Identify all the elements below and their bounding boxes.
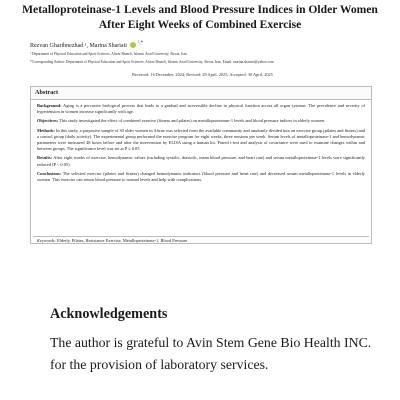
- conclusions-label: Conclusions:: [37, 170, 62, 176]
- corresponding-author: *Corresponding Author: Department of Physical Education and Sport Sciences, Ahvaz Branch, Islamic Azad University, Ahvaz, Iran. Email: marina.shariati@yahoo.com: [30, 59, 274, 64]
- abstract-heading: Abstract: [31, 87, 371, 100]
- author-names: Rezvan Gharibnezhad ¹, Marina Shariati: [30, 43, 127, 49]
- keywords-label: Keywords:: [37, 238, 56, 243]
- publication-dates: Received: 16 December, 2024; Revised: 29 April, 2025; Accepted: 30 April, 2025: [132, 72, 273, 77]
- keywords-text: Elderly, Pilates, Resistance Exercise, Metalloproteinase-1, Blood Pressure: [55, 238, 188, 243]
- acknowledgements-text: The author is grateful to Avin Stem Gene Bio Health INC. for the provision of laboratory services.: [50, 335, 372, 372]
- abstract-box: [30, 86, 372, 244]
- abstract-methods: [37, 128, 365, 153]
- background-label: Background:: [37, 103, 62, 108]
- paper-title: Metalloproteinase-1 Levels and Blood Pressure Indices in Older Women After Eight Weeks of Combined Exercise: [22, 3, 378, 31]
- conclusions-text: The selected exercise (pilates and fitness) changed hemodynamic indicators (blood pressure and heart rate) and decreased serum metalloproteinase-1 levels in elderly women. This exercise can return blood pressure to normal levels and help with complications.: [37, 170, 365, 183]
- affiliation-1: ¹ Department of Physical Education and Sport Sciences, Ahvaz Branch, Islamic Azad University, Ahvaz, Iran: [30, 52, 187, 56]
- abstract-background: [37, 103, 365, 115]
- background-text: Aging is a pervasive biological process that leads to a gradual and irreversible decline in physical function across all organ systems. The prevalence and severity of hypertension in women increase significantly with age.: [37, 103, 365, 115]
- keywords-divider: [33, 236, 369, 237]
- abstract-conclusions: [37, 171, 365, 183]
- methods-text: In this study, a purposive sample of 30 older women in Ahvaz was selected from the available community and randomly divided into an exercise group (pilates and fitness) and a control group (daily activity). The experimental group performed the exercise program for eight weeks, three sessions per week. Serum levels of metalloproteinase-1 and hemodynamic parameters were measured 48 hours before and after the intervention by ELISA using a human kit. Paired t-test and analysis of covariance were used to examine changes within and between groups. The significance level was set at P ≤ 0.05.: [37, 127, 365, 152]
- results-text: After eight weeks of exercise, hemodynamic values (including systolic, diastolic, mean blood pressure, and heart rate) and serum metalloproteinase-1 levels were significantly reduced (P < 0.05).: [37, 155, 365, 167]
- abstract-results: [37, 155, 365, 167]
- abstract-objectives: [37, 118, 365, 124]
- keywords: [37, 238, 187, 243]
- affiliations: [30, 52, 375, 67]
- author-line: [30, 40, 143, 50]
- abstract-body: [31, 100, 371, 183]
- results-label: Results:: [37, 155, 53, 161]
- orcid-icon[interactable]: [130, 42, 136, 48]
- methods-label: Methods:: [37, 127, 55, 133]
- objectives-label: Objectives:: [37, 118, 59, 124]
- acknowledgements-heading: Acknowledgements: [50, 306, 168, 322]
- objectives-text: This study investigated the effect of combined exercise (fitness and pilates) on metalloproteinase-1 levels and blood pressure indices in elderly women.: [58, 118, 326, 124]
- corresponding-mark: ¹,*: [137, 41, 144, 46]
